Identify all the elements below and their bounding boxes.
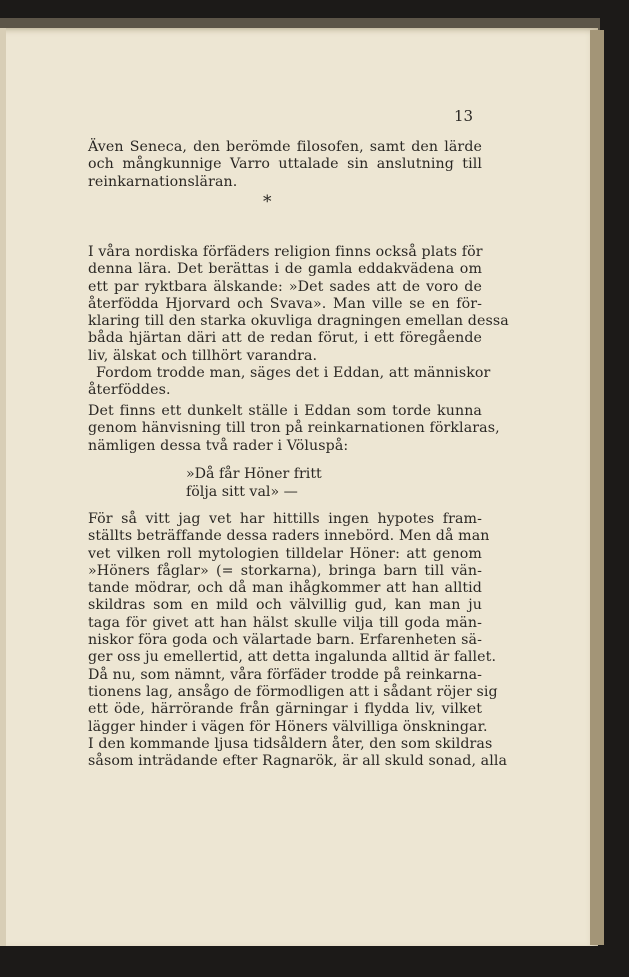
text-line: ett öde, härrörande från gärningar i flydda liv, vilket [88,701,482,718]
text-line: ger oss ju emellertid, att detta ingalunda alltid är fallet. [88,649,497,666]
text-line: Även Seneca, den berömde filosofen, samt den lärde [88,139,482,155]
text-line: Fordom trodde man, säges det i Eddan, att människor [96,365,491,381]
text-line: båda hjärtan däri att de redan förut, i ett föregående [88,330,482,347]
verse-line: »Då får Höner fritt [186,466,322,482]
page-number: 13 [454,107,474,125]
paragraph-3 [88,365,491,400]
text-line: nämligen dessa två rader i Völuspå: [88,437,349,454]
text-line: vet vilken roll mytologien tilldelar Höner: att genom [88,545,482,562]
text-line: Det finns ett dunkelt ställe i Eddan som torde kunna [88,403,482,419]
paragraph-4 [88,403,500,455]
text-line: I våra nordiska förfäders religion finns också plats för [88,244,483,260]
text-line: denna lära. Det berättas i de gamla eddakvädena om [88,261,482,278]
text-line: lägger hinder i vägen för Höners välvilliga önskningar. [88,718,488,735]
paragraph-5 [88,511,508,770]
text-line: tionens lag, ansågo de förmodligen att i sådant röjer sig [88,683,498,700]
text-line: klaring till den starka okuvliga dragningen emellan dessa [88,313,509,330]
paragraph-1 [88,139,482,191]
text-line: Då nu, som nämnt, våra förfäder trodde på reinkarna- [88,666,483,683]
verse-line: följa sitt val» — [186,484,298,500]
paragraph-2 [88,244,509,365]
text-line: återföddes. [88,382,171,399]
text-line: genom hänvisning till tron på reinkarnationen förklaras, [88,420,500,437]
text-line: ställts beträffande dessa raders innebörd. Men då man [88,528,490,545]
text-line: taga för givet att han hälst skulle vilja till goda män- [88,614,482,631]
section-separator: * [263,192,272,212]
text-line: skildras som en mild och välvillig gud, kan man ju [88,597,482,614]
text-line: I den kommande ljusa tidsåldern åter, den som skildras [88,735,493,752]
book-spine [0,28,6,946]
text-line: såsom inträdande efter Ragnarök, är all skuld sonad, alla [88,753,508,770]
text-line: liv, älskat och tillhört varandra. [88,347,318,364]
text-line: För så vitt jag vet har hittills ingen hypotes fram- [88,511,482,527]
text-line: och mångkunnige Varro uttalade sin anslutning till [88,156,482,173]
text-line: tande mödrar, och då man ihågkommer att han alltid [88,580,482,597]
text-line: reinkarnationsläran. [88,173,238,190]
text-line: ett par ryktbara älskande: »Det sades att de voro de [88,278,482,295]
text-line: återfödda Hjorvard och Svava». Man ville se en för- [88,295,482,312]
text-line: »Höners fåglar» (= storkarna), bringa barn till vän- [88,562,482,579]
text-line: niskor föra goda och välartade barn. Erfarenheten sä- [88,632,482,649]
page-stack-edge [590,30,604,945]
